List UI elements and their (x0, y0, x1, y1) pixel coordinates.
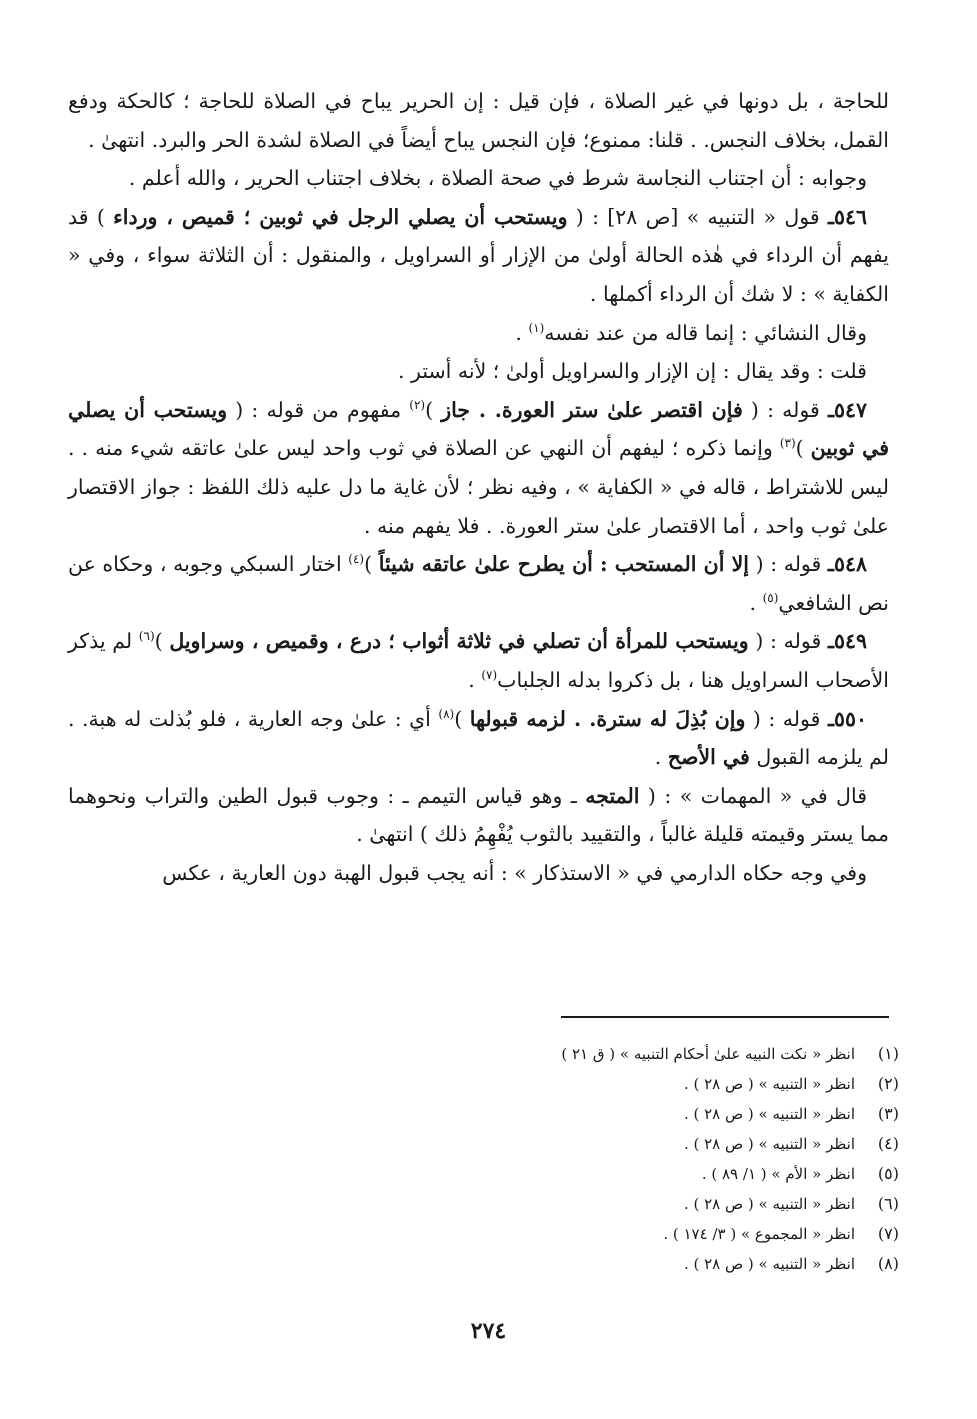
text-run: ) (364, 552, 379, 577)
paragraph (68, 777, 889, 854)
footnote-reference: (٨) (438, 706, 455, 721)
text-run: قوله : ( (748, 629, 828, 654)
bold-text: ٥٤٦ـ (827, 204, 868, 229)
footnote-number: (٦) (877, 1194, 899, 1213)
footnote-text: انظر « التنبيه » ( ص ٢٨ ) . (683, 1105, 855, 1123)
bold-text: فإن اقتصر علىٰ ستر العورة. . جاز (441, 397, 743, 422)
footnote-text: انظر « الأم » ( ١/ ٨٩ ) . (701, 1165, 855, 1183)
text-run: ـ وهو قياس التيمم ـ : وجوب قبول الطين والتراب ونحوهما مما يستر وقيمته قليلة غالباً ، والتقييد بالثوب يُفْهِمُ ذلك ) انتهىٰ . (68, 783, 889, 847)
text-run: قول « التنبيه » [ص ٢٨] : ( (567, 204, 828, 229)
footnote (300, 1074, 899, 1104)
text-run: أي : علىٰ وجه العارية ، فلو بُذلت له هبة. . لم يلزمه القبول (68, 706, 889, 770)
footnote (300, 1104, 899, 1134)
text-run: قوله : ( (749, 552, 828, 577)
text-run: وقال النشائي : إنما قاله من عند نفسه (544, 320, 867, 345)
paragraph (68, 198, 889, 314)
text-run: قال في « المهمات » : ( (639, 783, 867, 808)
footnote-number: (٢) (877, 1074, 899, 1093)
text-run: قوله : ( (745, 706, 828, 731)
footnote-reference: (٤) (348, 552, 365, 567)
paragraph (68, 159, 889, 198)
text-run: ) (154, 629, 170, 654)
paragraph (68, 314, 889, 353)
bold-text: ٥٥٠ـ (827, 706, 867, 731)
text-run: مفهوم من قوله : ( (227, 397, 410, 422)
footnote-number: (٨) (877, 1254, 899, 1273)
footnote-reference: (٥) (762, 590, 779, 605)
text-run: اختار السبكي وجوبه ، وحكاه عن نص الشافعي (68, 552, 889, 615)
paragraph (68, 82, 889, 159)
footnote-text: انظر « نكت النبيه علىٰ أحكام التنبيه » ( ق ٢١ ) (561, 1045, 855, 1063)
bold-text: وإن بُذِلَ له سترة. . لزمه قبولها (469, 706, 746, 731)
bold-text: ٥٤٩ـ (827, 629, 868, 654)
footnote-reference: (٣) (779, 436, 796, 451)
footnote (300, 1044, 899, 1074)
footnote (300, 1254, 899, 1284)
text-run: ) (454, 706, 470, 731)
footnote-text: انظر « التنبيه » ( ص ٢٨ ) . (683, 1195, 855, 1213)
text-run: وفي وجه حكاه الدارمي في « الاستذكار » : أنه يجب قبول الهبة دون العارية ، عكس (162, 860, 867, 885)
footnote-number: (٤) (877, 1134, 899, 1153)
page-body (68, 82, 889, 892)
footnote-text: انظر « التنبيه » ( ص ٢٨ ) . (683, 1135, 855, 1153)
text-run: قلت : وقد يقال : إن الإزار والسراويل أولىٰ ؛ لأنه أستر . (397, 359, 867, 384)
text-run: ) قد يفهم أن الرداء في هٰذه الحالة أولىٰ من الإزار أو السراويل ، والمنقول : أن الثلاثة سواء ، وفي « الكفاية » : لا شك أن الرداء أكملها . (68, 204, 889, 306)
paragraph (68, 545, 889, 622)
footnote-number: (٥) (877, 1164, 899, 1183)
footnote-text: انظر « المجموع » ( ٣/ ١٧٤ ) . (663, 1225, 855, 1243)
footnote (300, 1224, 899, 1254)
text-run: لم يذكر الأصحاب السراويل هنا ، بل ذكروا بدله الجلباب (68, 629, 889, 692)
text-run: . (654, 745, 668, 770)
page-number: ٢٧٤ (470, 1318, 507, 1344)
paragraph (68, 622, 889, 699)
text-run: قوله : ( (742, 397, 828, 422)
footnotes (300, 1044, 899, 1284)
footnote-reference: (٧) (481, 668, 498, 683)
paragraph (68, 391, 889, 545)
bold-text: ٥٤٨ـ (827, 552, 867, 577)
bold-text: ويستحب للمرأة أن تصلي في ثلاثة أثواب ؛ درع ، وقميص ، وسراويل (169, 629, 749, 654)
footnote (300, 1134, 899, 1164)
bold-text: ٥٤٧ـ (827, 397, 867, 422)
footnote (300, 1164, 899, 1194)
text-run: ) (425, 397, 442, 422)
paragraph (68, 854, 889, 893)
paragraph (68, 700, 889, 777)
footnote-separator (561, 1016, 889, 1018)
footnote-number: (١) (877, 1044, 899, 1063)
bold-text: ويستحب أن يصلي الرجل في ثوبين ؛ قميص ، ورداء (113, 204, 568, 229)
text-run: ) (795, 436, 811, 461)
bold-text: في الأصح (667, 745, 750, 770)
footnote-reference: (٢) (409, 397, 426, 412)
text-run: . (468, 667, 482, 692)
text-run: وجوابه : أن اجتناب النجاسة شرط في صحة الصلاة ، بخلاف اجتناب الحرير ، والله أعلم . (128, 166, 867, 191)
bold-text: المتجه (585, 783, 640, 808)
bold-text: إلا أن المستحب : أن يطرح علىٰ عاتقه شيئاً (378, 552, 750, 577)
footnote-text: انظر « التنبيه » ( ص ٢٨ ) . (683, 1075, 855, 1093)
text-run: . (515, 320, 529, 345)
bold-text: ويستحب أن يصلي في ثوبين (68, 397, 889, 461)
text-run: وإنما ذكره ؛ ليفهم أن النهي عن الصلاة في ثوب واحد ليس علىٰ عاتقه شيء منه . . ليس للاشتراط ، قاله في « الكفاية » ، وفيه نظر ؛ لأن غاية ما دل عليه ذلك اللفظ : جواز الاقتصار علىٰ ثوب واحد ، أما الاقتصار علىٰ ستر العورة. . فلا يفهم منه . (68, 436, 889, 538)
footnote-text: انظر « التنبيه » ( ص ٢٨ ) . (683, 1255, 855, 1273)
text-run: . (749, 590, 763, 615)
footnote-number: (٧) (877, 1224, 899, 1243)
text-run: للحاجة ، بل دونها في غير الصلاة ، فإن قيل : إن الحرير يباح في الصلاة للحاجة ؛ كالحكة ودفع القمل، بخلاف النجس. . قلنا: ممنوع؛ فإن النجس يباح أيضاً في الصلاة لشدة الحر والبرد. انتهىٰ . (68, 89, 889, 152)
footnote (300, 1194, 899, 1224)
paragraph (68, 352, 889, 391)
footnote-reference: (١) (528, 320, 545, 335)
footnote-reference: (٦) (138, 629, 155, 644)
footnote-number: (٣) (877, 1104, 899, 1123)
